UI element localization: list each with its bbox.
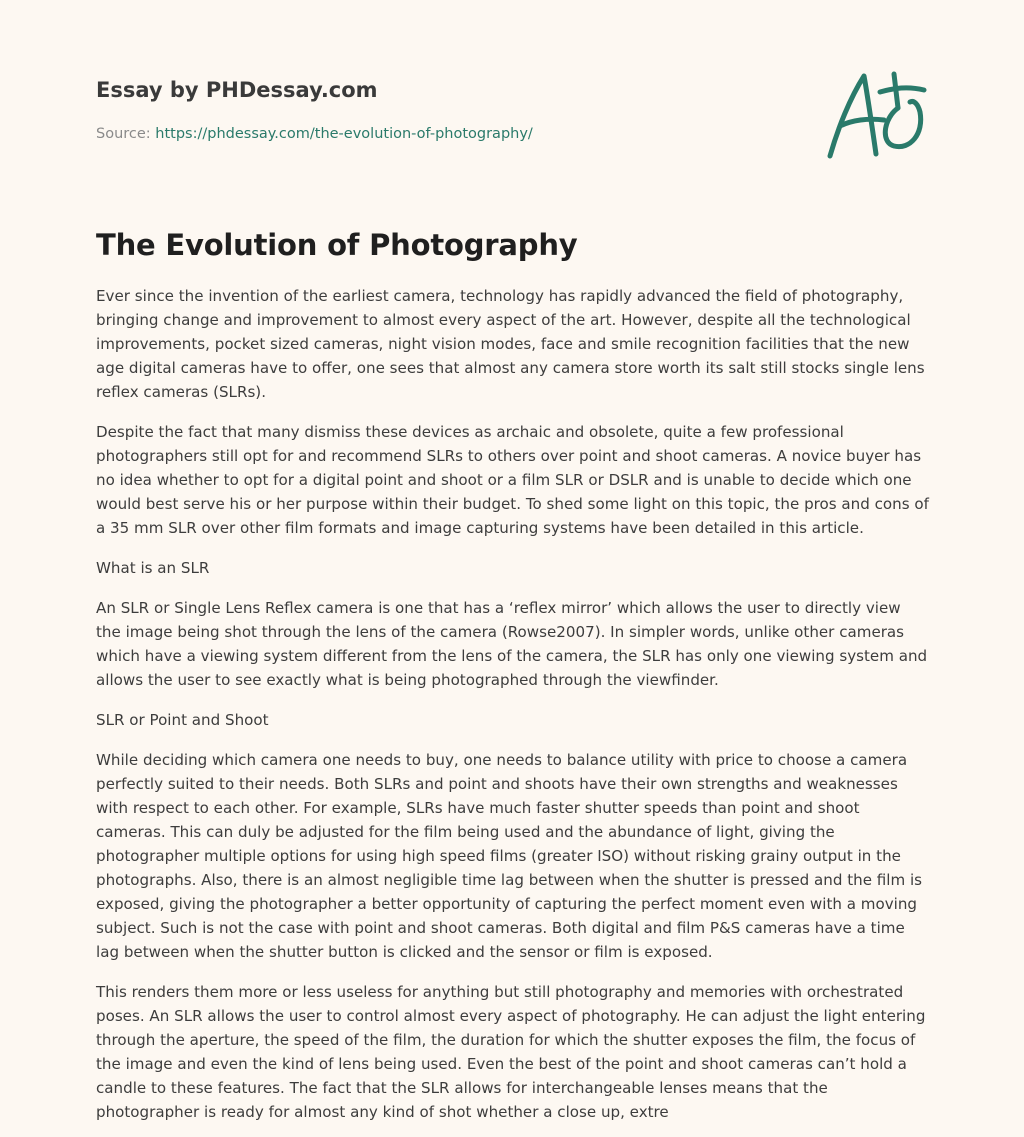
- section-heading: What is an SLR: [96, 559, 210, 577]
- paragraph: An SLR or Single Lens Reflex camera is one that has a ‘reflex mirror’ which allows the user to directly view the image being shot through the lens of the camera (Rowse2007). In simpler words, unlike other cameras which have a viewing system different from the lens of the camera, the SLR has only one viewing system and allows the user to see exactly what is being photographed through the viewfinder.: [96, 599, 928, 689]
- page-header: [96, 76, 928, 176]
- source-link[interactable]: https://phdessay.com/the-evolution-of-photography/: [155, 126, 533, 142]
- source-label: Source:: [96, 126, 156, 142]
- article-body: [96, 284, 930, 1137]
- section-heading: SLR or Point and Shoot: [96, 711, 269, 729]
- brand-title: Essay by PHDessay.com: [96, 78, 378, 102]
- paragraph: This renders them more or less useless for anything but still photography and memories with orchestrated poses. An SLR allows the user to control almost every aspect of photography. He can adjust the light entering through the aperture, the speed of the film, the duration for which the shutter exposes the film, the focus of the image and even the kind of lens being used. Even the best of the point and shoot cameras can’t hold a candle to these features. The fact that the SLR allows for interchangeable lenses means that the photographer is ready for almost any kind of shot whether a close up, extre: [96, 983, 926, 1121]
- paragraph: Ever since the invention of the earliest camera, technology has rapidly advanced the field of photography, bringing change and improvement to almost every aspect of the art. However, despite all the technological improvements, pocket sized cameras, night vision modes, face and smile recognition facilities that the new age digital cameras have to offer, one sees that almost any camera store worth its salt still stocks single lens reflex cameras (SLRs).: [96, 287, 925, 401]
- paragraph: While deciding which camera one needs to buy, one needs to balance utility with price to choose a camera perfectly suited to their needs. Both SLRs and point and shoots have their own strengths and weaknesses with respect to each other. For example, SLRs have much faster shutter speeds than point and shoot cameras. This can duly be adjusted for the film being used and the abundance of light, giving the photographer multiple options for using high speed films (greater ISO) without risking grainy output in the photographs. Also, there is an almost negligible time lag between when the shutter is pressed and the film is exposed, giving the photographer a better opportunity of capturing the perfect moment even with a moving subject. Such is not the case with point and shoot cameras. Both digital and film P&S cameras have a time lag between when the shutter button is clicked and the sensor or film is exposed.: [96, 751, 923, 961]
- article-title: The Evolution of Photography: [96, 228, 578, 262]
- a-plus-logo-icon: [824, 68, 928, 160]
- paragraph: Despite the fact that many dismiss these devices as archaic and obsolete, quite a few professional photographers still opt for and recommend SLRs to others over point and shoot cameras. A novice buyer has no idea whether to opt for a digital point and shoot or a film SLR or DSLR and is unable to decide which one would best serve his or her purpose within their budget. To shed some light on this topic, the pros and cons of a 35 mm SLR over other film formats and image capturing systems have been detailed in this article.: [96, 423, 929, 537]
- source-line: [96, 124, 533, 144]
